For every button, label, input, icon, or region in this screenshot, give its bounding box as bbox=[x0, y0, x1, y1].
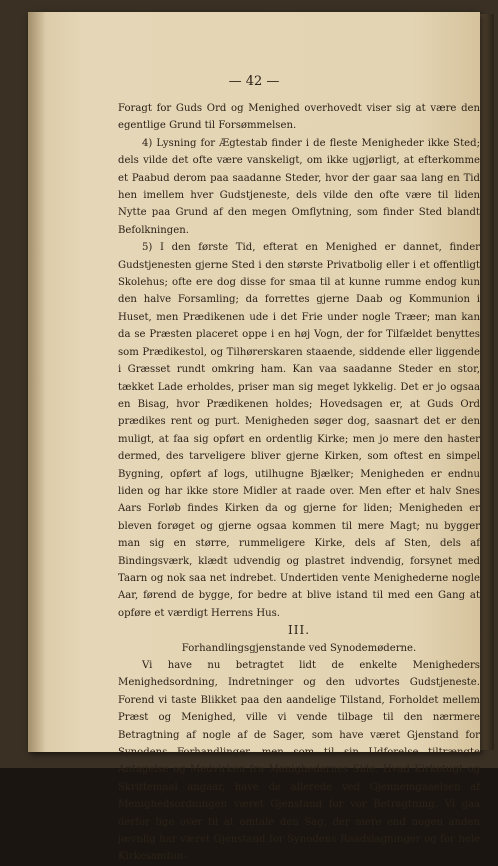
paragraph-3: 5) I den første Tid, efterat en Menighed er dannet, finder Gudstjenesten gjerne Sted i den største Privatbolig eller i et offentligt Skolehus; ofte ere dog disse for smaa til at kunne rumme endog kun den halve Forsamling; da forrettes gjerne Daab og Kommunion i Huset, men Prædikenen ude i det Frie under nogle Træer; man kan da se Præsten placeret oppe i en høj Vogn, der for Tilfældet benyttes som Prædikestol, og Tilhørerskaren staaende, siddende eller liggende i Græsset rundt omkring ham. Kan vaa saadanne Steder en stor, tækket Lade erholdes, priser man sig meget lykkelig. Det er jo ogsaa en Bisag, hvor Prædikenen holdes; Hovedsagen er, at Guds Ord prædikes rent og purt. Menigheden søger dog, saasnart det er den muligt, at faa sig opført en ordentlig Kirke; men jo mere den haster dermed, des tarveligere bliver gjerne Kirken, som oftest en simpel Bygning, opført af logs, utilhugne Bjælker; Menigheden er endnu liden og har ikke store Midler at raade over. Men efter et halv Snes Aars Forløb findes Kirken da og gjerne for liden; Menigheden er bleven forøget og gjerne ogsaa kommen til mere Magt; nu bygger man sig en større, rummeligere Kirke, dels af Sten, dels af Bindingsværk, klædt udvendig og plastret indvendig, forsynet med Taarn og nok saa net indrebet. Undertiden vente Menighederne nogle Aar, førend de bygge, for bedre at blive istand til med een Gang at opføre et værdigt Herrens Hus. bbox=[118, 242, 480, 619]
page-number: — 42 — bbox=[228, 74, 280, 89]
section-title: Forhandlingsgjenstande ved Synodemøderne. bbox=[181, 642, 417, 654]
book-edge bbox=[480, 14, 494, 750]
section-paragraph: Vi have nu betragtet lidt de enkelte Menigheders Menighedsordning, Indretninger og den udvortes Gudstjeneste. Forend vi taste Blikket paa den aandelige Tilstand, Forholdet mellem Præst og Menighed, ville vi vende tilbage til den nærmere Betragtning af nogle af de Sager, som have været Gjenstand for Synodens Forhandlinger, men som til sin Udforelse tiltrængte Antagelse og Medvirken fra Menighedernes Side. Hvad Kirketugt og Skriftemaal angaar, have de allerede ved Gjennemgaaelsen af Menighedsordningen været Gjenstand for vor Betragtning. Vi gaa derfor lige over til at omtale den Sag, der mere end nogen anden jævnlig har været Gjenstand for Synodens Raadslagninger og for hele Kirkesamfun- bbox=[118, 660, 480, 863]
paragraph-2: 4) Lysning for Ægtestab finder i de fleste Menigheder ikke Sted; dels vilde det ofte være vanskeligt, om ikke ugjørligt, at efterkomme et Paabud derom paa saadanne Steder, hvor der gaar saa lang en Tid hen imellem hver Gudstjeneste, dels vilde den ofte være til liden Nytte paa Grund af den megen Omflytning, som finder Sted blandt Befolkningen. bbox=[118, 137, 480, 236]
paragraph-1: Foragt for Guds Ord og Menighed overhovedt viser sig at være den egentlige Grund til Forsømmelsen. bbox=[118, 103, 480, 132]
page-body bbox=[118, 100, 480, 866]
page-sheet bbox=[28, 12, 480, 863]
section-number: III. bbox=[287, 623, 311, 638]
